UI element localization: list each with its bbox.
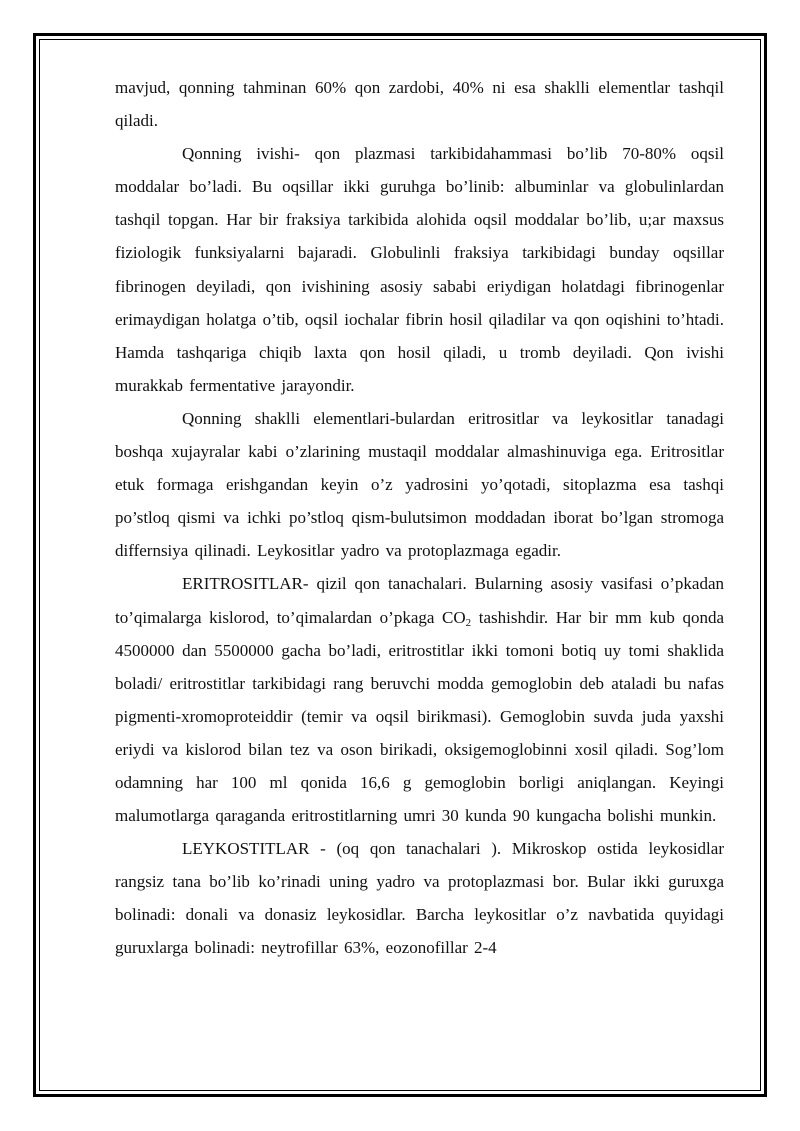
- paragraph-erythrocytes: [115, 567, 724, 832]
- document-body: [115, 71, 724, 965]
- paragraph-leukocytes: LEYKOSTITLAR - (oq qon tanachalari ). Mikroskop ostida leykosidlar rangsiz tana bo’lib ko’rinadi uning yadro va protoplazmasi bor. Bular ikki guruxga bolinadi: donali va donasiz leykosidlar. Barcha leykositlar o’z navbatida quyidagi guruxlarga bolinadi: neytrofillar 63%, eozonofillar 2-4: [115, 839, 724, 958]
- paragraph-plasma-composition: mavjud, qonning tahminan 60% qon zardobi, 40% ni esa shaklli elementlar tashqil qiladi.: [115, 78, 724, 131]
- erythrocytes-text-end: tashishdir. Har bir mm kub qonda 4500000 dan 5500000 gacha bo’ladi, eritrostitlar ikki tomoni botiq uy tomi shaklida boladi/ eritrostitlar tarkibidagi rang beruvchi modda gemoglobin deb ataladi bu nafas pigmenti-xromoproteiddir (temir va oqsil birikmasi). Gemoglobin suvda juda yaxshi eriydi va kislorod bilan tez va oson birikadi, oksigemoglobinni xosil qiladi. Sog’lom odamning har 100 ml qonida 16,6 g gemoglobin borligi aniqlangan. Keyingi malumotlarga qaraganda eritrostitlarning umri 30 kunda 90 kungacha bolishi munkin.: [115, 607, 724, 826]
- paragraph-formed-elements: Qonning shaklli elementlari-bulardan eritrositlar va leykositlar tanadagi boshqa xujayralar kabi o’zlarining mustaqil moddalar almashinuviga ega. Eritrositlar etuk formaga erishgandan keyin o’z yadrosini yo’qotadi, sitoplazma esa tashqi po’stloq qismi va ichki po’stloq qism-bulutsimon moddadan iborat bo’lgan stromoga differnsiya qilinadi. Leykositlar yadro va protoplazmaga egadir.: [115, 408, 724, 561]
- paragraph-blood-clotting: Qonning ivishi- qon plazmasi tarkibidahammasi bo’lib 70-80% oqsil moddalar bo’ladi. Bu oqsillar ikki guruhga bo’linib: albuminlar va globulinlardan tashqil topgan. Har bir fraksiya tarkibida alohida oqsil moddalar bo’lib, u;ar maxsus fiziologik funksiyalarni bajaradi. Globulinli fraksiya tarkibidagi bunday oqsillar fibrinogen deyiladi, qon ivishining asosiy sababi eriydigan holatdagi fibrinogenlar erimaydigan holatga o’tib, oqsil iochalar fibrin hosil qiladilar va qon oqishini to’htadi. Hamda tashqariga chiqib laxta qon hosil qiladi, u tromb deyiladi. Qon ivishi murakkab fermentative jarayondir.: [115, 144, 724, 395]
- co2-subscript: 2: [465, 616, 472, 629]
- erythrocytes-text-start: ERITROSITLAR- qizil qon tanachalari. Bularning asosiy vasifasi o’pkadan to’qimalarga kislorod, to’qimalardan o’pkaga CO: [115, 574, 724, 627]
